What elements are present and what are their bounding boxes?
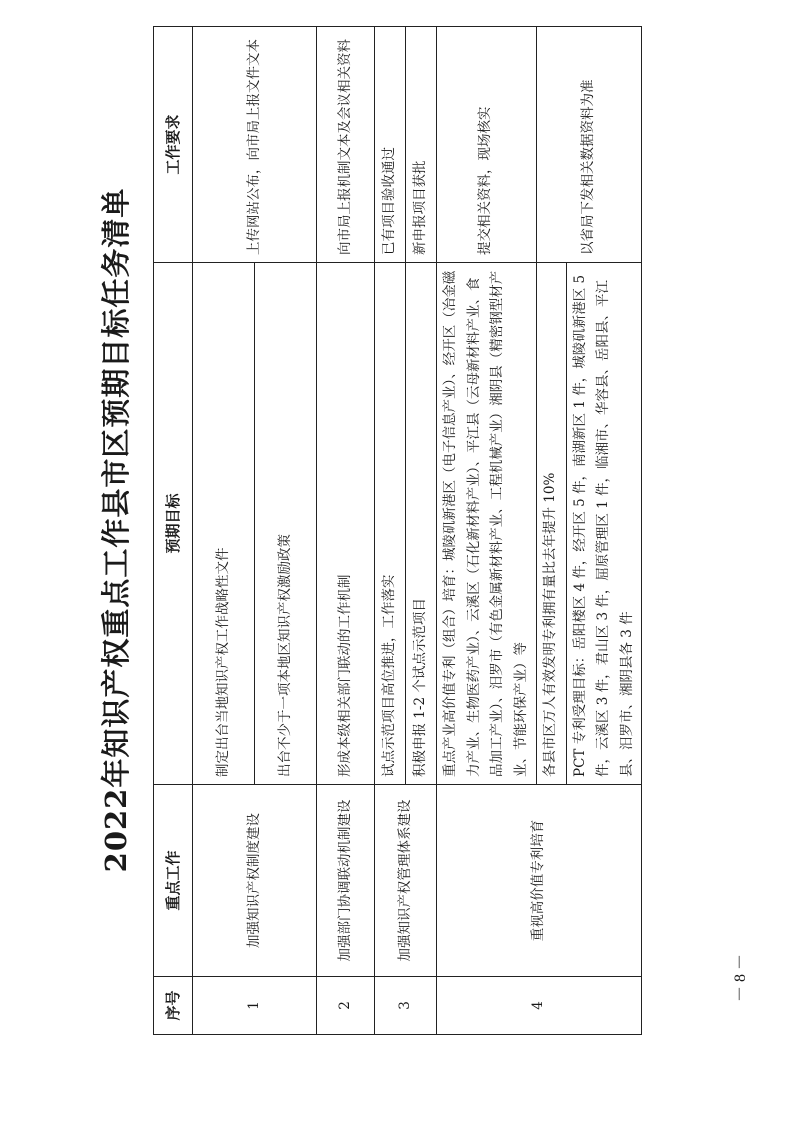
goal-cell: 出台不少于一项本地区知识产权激励政策 (255, 263, 317, 785)
page-number: － 8 － (732, 953, 749, 1002)
table-row (317, 27, 375, 1035)
requirement-cell: 向市局上报机制文本及会议相关资料 (317, 27, 375, 263)
document-title: 2022年知识产权重点工作县市区预期目标任务清单 (99, 187, 133, 873)
header-goal: 预期目标 (154, 263, 193, 785)
goal-cell: 各县市区万人有效发明专利拥有量比去年提升 10% (536, 263, 566, 785)
requirement-cell: 上传网站公布，向市局上报文件文本 (193, 27, 317, 263)
task-table (153, 26, 642, 1035)
requirement-cell: 已有项目验收通过 (375, 27, 406, 263)
seq-cell: 4 (437, 977, 642, 1035)
table-row (375, 27, 406, 1035)
goal-cell: 试点示范项目高位推进，工作落实 (375, 263, 406, 785)
seq-cell: 2 (317, 977, 375, 1035)
header-seq: 序号 (154, 977, 193, 1035)
table-row (437, 27, 537, 1035)
key-work-cell: 加强知识产权制度建设 (193, 785, 317, 977)
key-work-cell: 加强部门协调联动机制建设 (317, 785, 375, 977)
table-header-row (154, 27, 193, 1035)
header-requirement: 工作要求 (154, 27, 193, 263)
goal-cell: 重点产业高价值专利（组合）培育：城陵矶新港区（电子信息产业）、经开区（冶金磁力产业、生物医药产业）、云溪区（石化新材料产业）、平江县（云母新材料产业、食品加工产业）、汨罗市（有色金属新材料产业、工程机械产业）湘阴县（精密钢型材产业、节能环保产业）等 (437, 263, 537, 785)
goal-cell: 制定出台当地知识产权工作战略性文件 (193, 263, 255, 785)
rotated-page (85, 25, 705, 1035)
goal-cell: 形成本级相关部门联动的工作机制 (317, 263, 375, 785)
seq-cell: 1 (193, 977, 317, 1035)
requirement-cell: 提交相关资料，现场核实 (437, 27, 537, 263)
requirement-cell: 以省局下发相关数据资料为准 (536, 27, 642, 263)
key-work-cell: 加强知识产权管理体系建设 (375, 785, 437, 977)
requirement-cell: 新申报项目获批 (406, 27, 437, 263)
goal-cell: 积极申报 1-2 个试点示范项目 (406, 263, 437, 785)
table-row (193, 27, 255, 1035)
header-key-work: 重点工作 (154, 785, 193, 977)
seq-cell: 3 (375, 977, 437, 1035)
goal-cell: PCT 专利受理目标：岳阳楼区 4 件，经开区 5 件，南湖新区 1 件，城陵矶新港区 5 件，云溪区 3 件，君山区 3 件，屈原管理区 1 件，临湘市、华容县、岳阳县、平江县、汨罗市、湘阴县各 3 件 (566, 263, 642, 785)
key-work-cell: 重视高价值专利培育 (437, 785, 642, 977)
